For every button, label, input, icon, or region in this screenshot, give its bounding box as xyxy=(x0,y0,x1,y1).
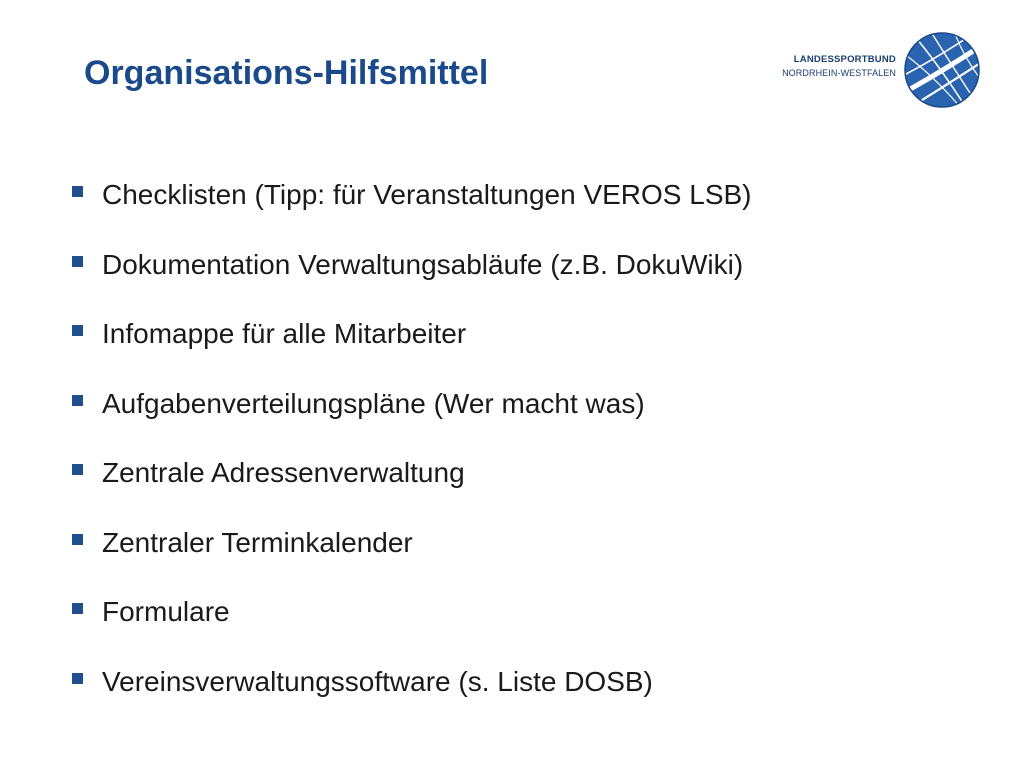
bullet-text: Dokumentation Verwaltungsabläufe (z.B. DokuWiki) xyxy=(102,248,744,280)
bullet-list xyxy=(72,176,752,732)
square-bullet-icon xyxy=(72,534,83,545)
bullet-item xyxy=(72,315,752,385)
logo-line1: LANDESSPORTBUND xyxy=(793,54,896,65)
bullet-text: Formulare xyxy=(102,596,230,627)
square-bullet-icon xyxy=(72,395,83,406)
bullet-item xyxy=(72,593,752,663)
bullet-text: Zentraler Terminkalender xyxy=(102,526,413,558)
bullet-text: Infomappe für alle Mitarbeiter xyxy=(102,318,467,349)
square-bullet-icon xyxy=(72,325,83,336)
lsb-globe-logo-icon xyxy=(902,30,982,110)
slide-title: Organisations-Hilfsmittel xyxy=(84,54,489,92)
bullet-text: Vereinsverwaltungssoftware (s. Liste DOSB) xyxy=(102,665,653,697)
bullet-item xyxy=(72,663,752,733)
square-bullet-icon xyxy=(72,603,83,614)
square-bullet-icon xyxy=(72,256,83,267)
bullet-item xyxy=(72,524,752,594)
square-bullet-icon xyxy=(72,464,83,475)
bullet-item xyxy=(72,385,752,455)
bullet-item xyxy=(72,176,752,246)
bullet-text: Aufgabenverteilungspläne (Wer macht was) xyxy=(102,387,645,419)
logo-line2: NORDRHEIN-WESTFALEN xyxy=(782,68,896,78)
bullet-item xyxy=(72,246,752,316)
logo-text xyxy=(782,54,896,78)
bullet-text: Zentrale Adressenverwaltung xyxy=(102,457,465,488)
square-bullet-icon xyxy=(72,186,83,197)
lsb-logo xyxy=(782,30,988,110)
bullet-item xyxy=(72,454,752,524)
square-bullet-icon xyxy=(72,673,83,684)
bullet-text: Checklisten (Tipp: für Veranstaltungen VEROS LSB) xyxy=(102,179,752,210)
